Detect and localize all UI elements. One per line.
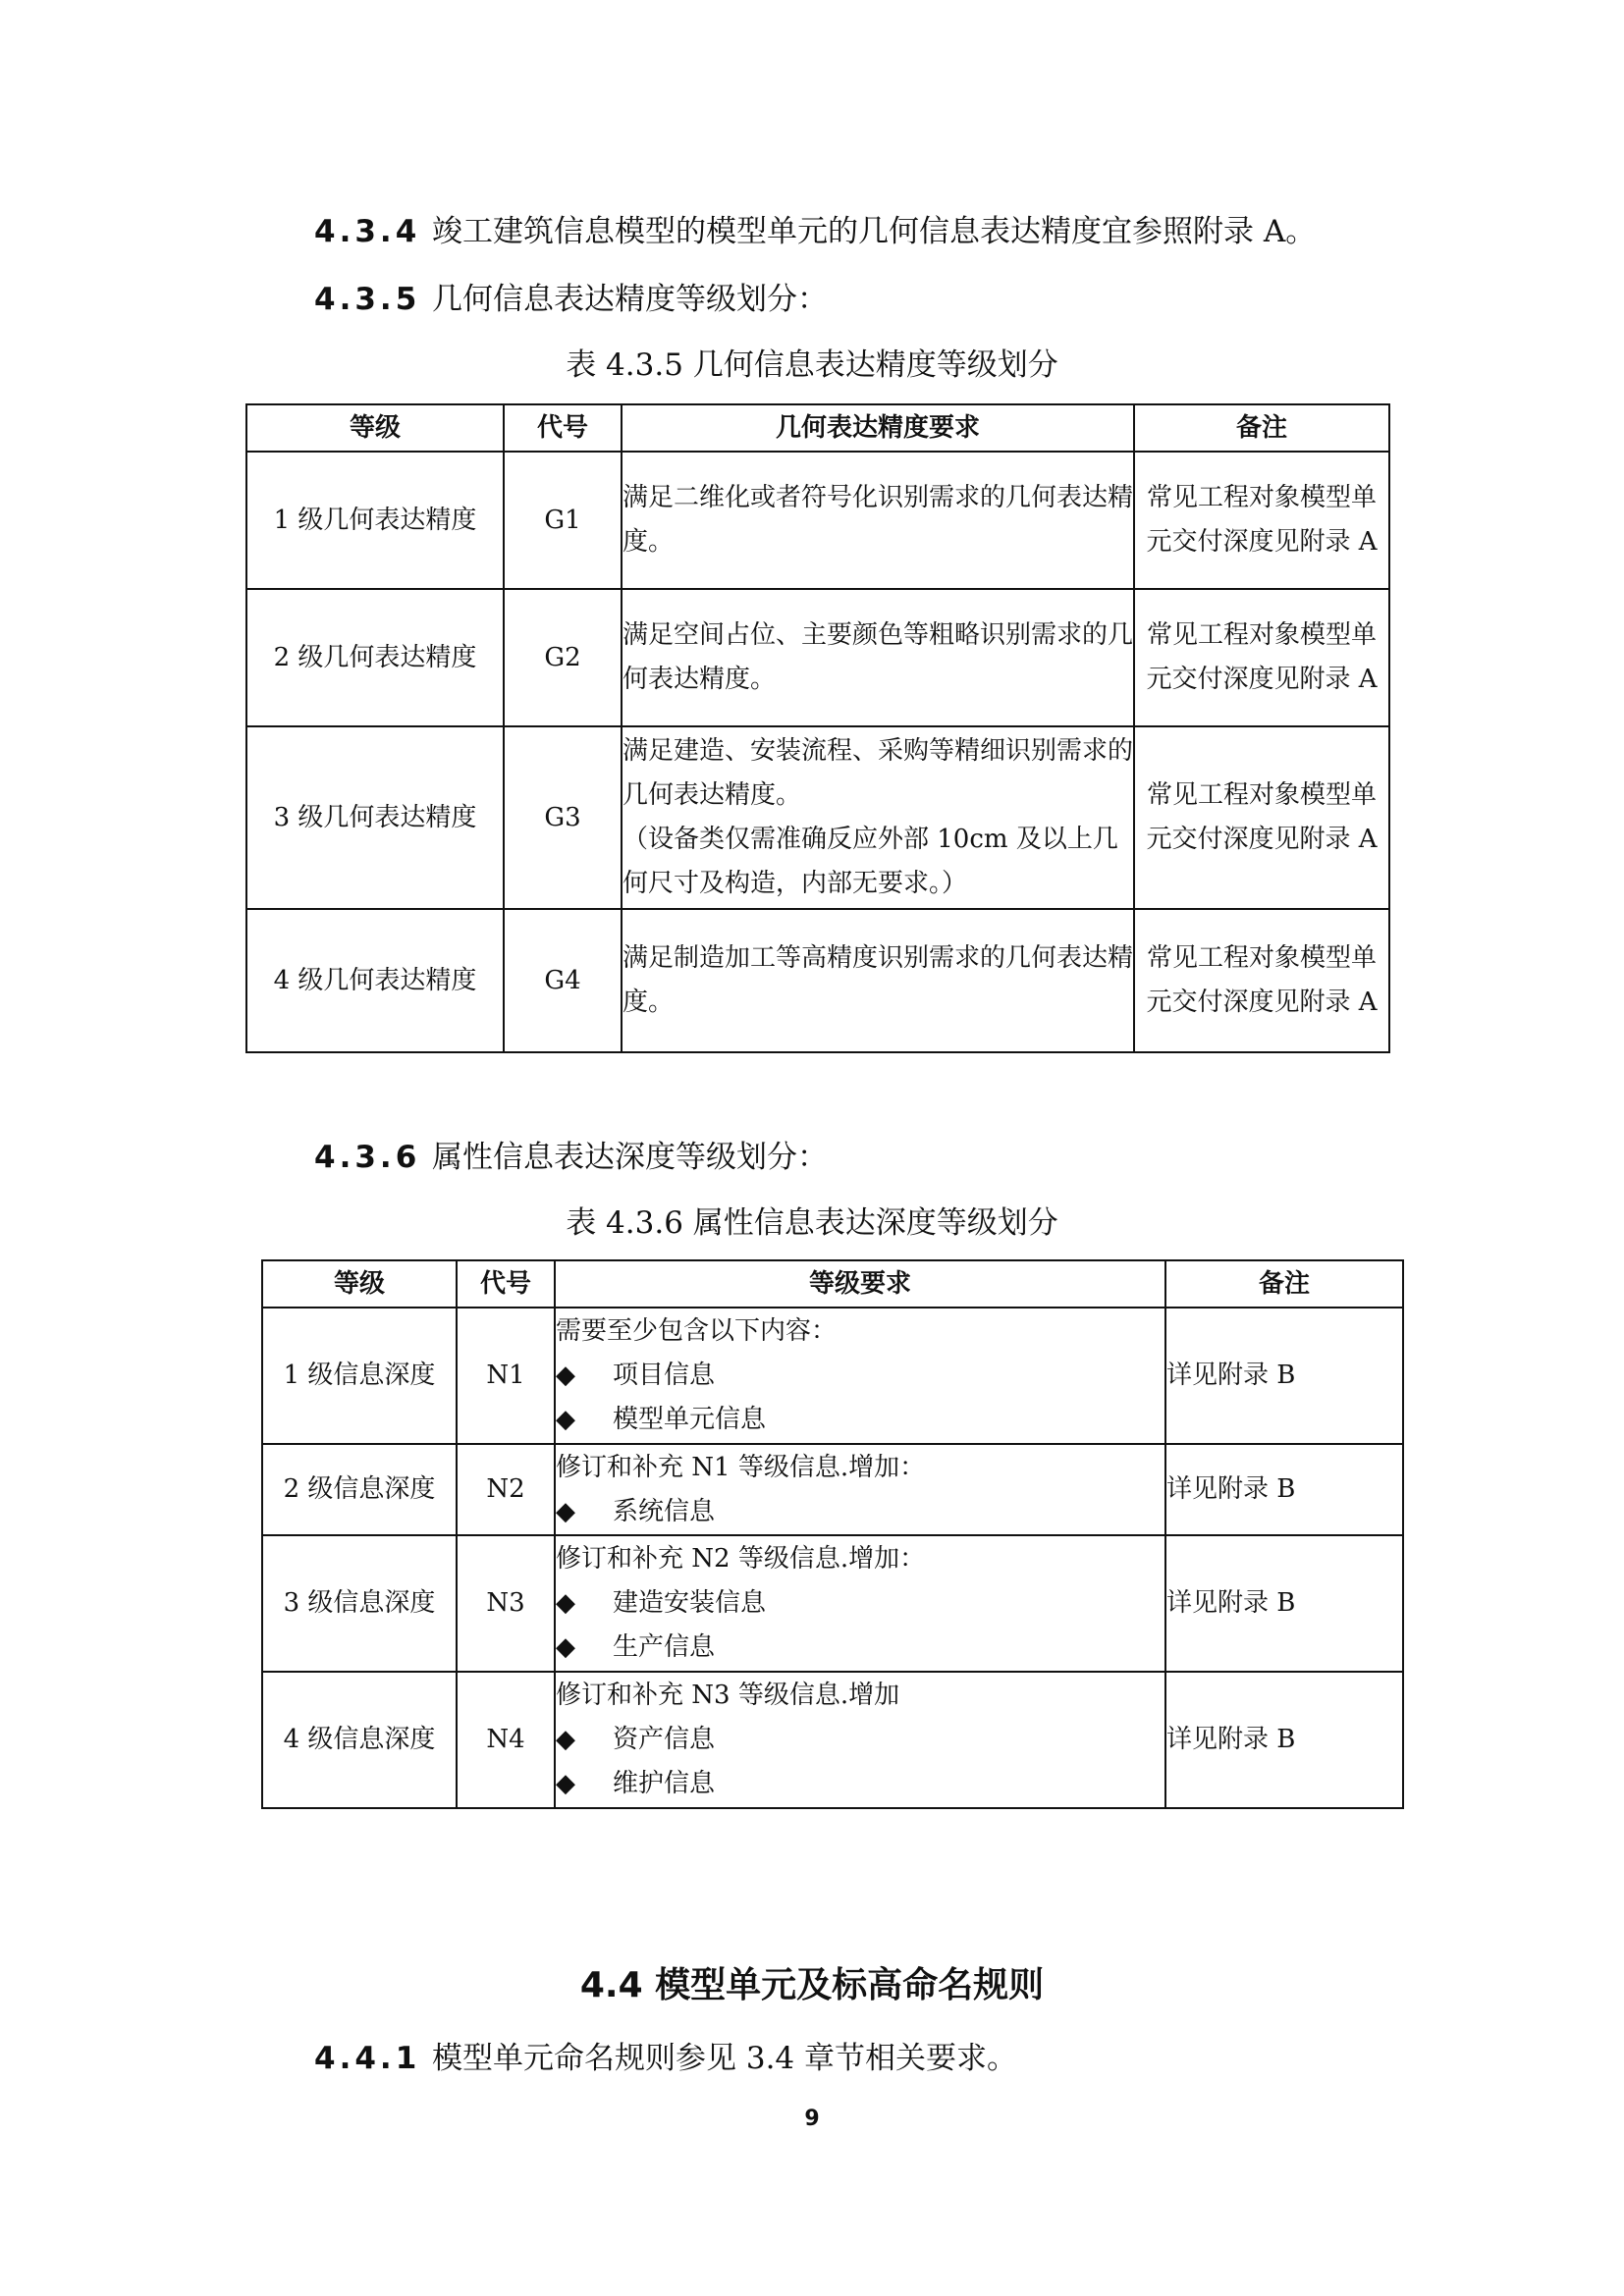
geometry-precision-table [245, 403, 1390, 1053]
note-cell: 常见工程对象模型单元交付深度见附录 A [1134, 452, 1389, 589]
grade-cell: 4 级几何表达精度 [246, 909, 504, 1052]
diamond-bullet-icon: ◆ [556, 1405, 575, 1434]
header-requirement: 几何表达精度要求 [622, 404, 1134, 452]
page-number: 9 [804, 2107, 820, 2131]
grade-cell: 1 级几何表达精度 [246, 452, 504, 589]
diamond-bullet-icon: ◆ [556, 1769, 575, 1798]
diamond-bullet-icon: ◆ [556, 1361, 575, 1390]
code-cell: N3 [457, 1535, 555, 1672]
table-header-row [262, 1260, 1403, 1308]
clause-number: 4.3.5 [314, 282, 421, 317]
clause-number: 4.4.1 [314, 2041, 421, 2076]
table1-caption: 表 4.3.5 几何信息表达精度等级划分 [566, 347, 1058, 383]
grade-cell: 2 级信息深度 [262, 1444, 457, 1535]
clause-4-3-5 [314, 278, 828, 321]
requirement-cell: 满足制造加工等高精度识别需求的几何表达精度。 [622, 909, 1134, 1052]
grade-cell: 3 级几何表达精度 [246, 726, 504, 909]
requirement-intro: 修订和补充 N2 等级信息.增加： [556, 1544, 926, 1574]
table-header-row [246, 404, 1389, 452]
diamond-bullet-icon: ◆ [556, 1588, 575, 1618]
list-item-text: 模型单元信息 [613, 1405, 767, 1434]
table-row [262, 1535, 1403, 1672]
table-row [246, 589, 1389, 726]
table-row [262, 1308, 1403, 1444]
header-grade: 等级 [246, 404, 504, 452]
note-cell: 常见工程对象模型单元交付深度见附录 A [1134, 909, 1389, 1052]
list-item [556, 1762, 1164, 1806]
code-cell: N1 [457, 1308, 555, 1444]
requirement-intro: 修订和补充 N1 等级信息.增加： [556, 1452, 926, 1482]
requirement-cell: 满足空间占位、主要颜色等粗略识别需求的几何表达精度。 [622, 589, 1134, 726]
table-row [262, 1444, 1403, 1535]
requirement-cell [622, 726, 1134, 909]
list-item-text: 系统信息 [613, 1496, 716, 1526]
code-cell: N2 [457, 1444, 555, 1535]
list-item-text: 建造安装信息 [613, 1588, 767, 1618]
list-item [556, 1626, 1164, 1670]
list-item [556, 1581, 1164, 1626]
requirement-cell [555, 1308, 1165, 1444]
header-note: 备注 [1165, 1260, 1403, 1308]
table-row [246, 909, 1389, 1052]
requirement-cell [555, 1444, 1165, 1535]
clause-text: 模型单元命名规则参见 3.4 章节相关要求。 [432, 2041, 1018, 2076]
note-cell: 详见附录 B [1165, 1535, 1403, 1672]
clause-text: 属性信息表达深度等级划分： [432, 1140, 828, 1175]
code-cell: G1 [504, 452, 622, 589]
clause-text: 几何信息表达精度等级划分： [432, 282, 828, 317]
note-cell: 常见工程对象模型单元交付深度见附录 A [1134, 726, 1389, 909]
requirement-remark: （设备类仅需准确反应外部 10cm 及以上几何尺寸及构造，内部无要求。） [623, 825, 1118, 898]
requirement-text: 满足建造、安装流程、采购等精细识别需求的几何表达精度。 [623, 736, 1134, 810]
note-cell: 详见附录 B [1165, 1672, 1403, 1808]
table-row [246, 726, 1389, 909]
clause-text: 竣工建筑信息模型的模型单元的几何信息表达精度宜参照附录 A。 [432, 214, 1317, 249]
code-cell: N4 [457, 1672, 555, 1808]
header-note: 备注 [1134, 404, 1389, 452]
grade-cell: 2 级几何表达精度 [246, 589, 504, 726]
header-code: 代号 [457, 1260, 555, 1308]
note-cell: 常见工程对象模型单元交付深度见附录 A [1134, 589, 1389, 726]
requirement-intro: 需要至少包含以下内容： [556, 1316, 838, 1346]
clause-4-3-6 [314, 1136, 828, 1179]
list-item [556, 1718, 1164, 1762]
grade-cell: 4 级信息深度 [262, 1672, 457, 1808]
header-requirement: 等级要求 [555, 1260, 1165, 1308]
header-code: 代号 [504, 404, 622, 452]
code-cell: G3 [504, 726, 622, 909]
requirement-cell [555, 1672, 1165, 1808]
attribute-depth-table [261, 1259, 1404, 1809]
requirement-cell: 满足二维化或者符号化识别需求的几何表达精度。 [622, 452, 1134, 589]
clause-number: 4.3.4 [314, 214, 421, 249]
clause-number: 4.3.6 [314, 1140, 421, 1175]
note-cell: 详见附录 B [1165, 1444, 1403, 1535]
diamond-bullet-icon: ◆ [556, 1496, 575, 1526]
diamond-bullet-icon: ◆ [556, 1725, 575, 1754]
section-heading: 4.4 模型单元及标高命名规则 [579, 1965, 1045, 2005]
list-item-text: 项目信息 [613, 1361, 716, 1390]
clause-4-3-4 [314, 210, 1316, 253]
list-item [556, 1354, 1164, 1398]
list-item [556, 1490, 1164, 1534]
code-cell: G2 [504, 589, 622, 726]
requirement-intro: 修订和补充 N3 等级信息.增加 [556, 1681, 900, 1710]
requirement-cell [555, 1535, 1165, 1672]
table2-caption: 表 4.3.6 属性信息表达深度等级划分 [566, 1205, 1058, 1241]
table-row [262, 1672, 1403, 1808]
grade-cell: 1 级信息深度 [262, 1308, 457, 1444]
clause-4-4-1 [314, 2037, 1017, 2080]
note-cell: 详见附录 B [1165, 1308, 1403, 1444]
table-row [246, 452, 1389, 589]
list-item-text: 资产信息 [613, 1725, 716, 1754]
list-item-text: 生产信息 [613, 1632, 716, 1662]
header-grade: 等级 [262, 1260, 457, 1308]
list-item [556, 1398, 1164, 1442]
code-cell: G4 [504, 909, 622, 1052]
list-item-text: 维护信息 [613, 1769, 716, 1798]
grade-cell: 3 级信息深度 [262, 1535, 457, 1672]
diamond-bullet-icon: ◆ [556, 1632, 575, 1662]
